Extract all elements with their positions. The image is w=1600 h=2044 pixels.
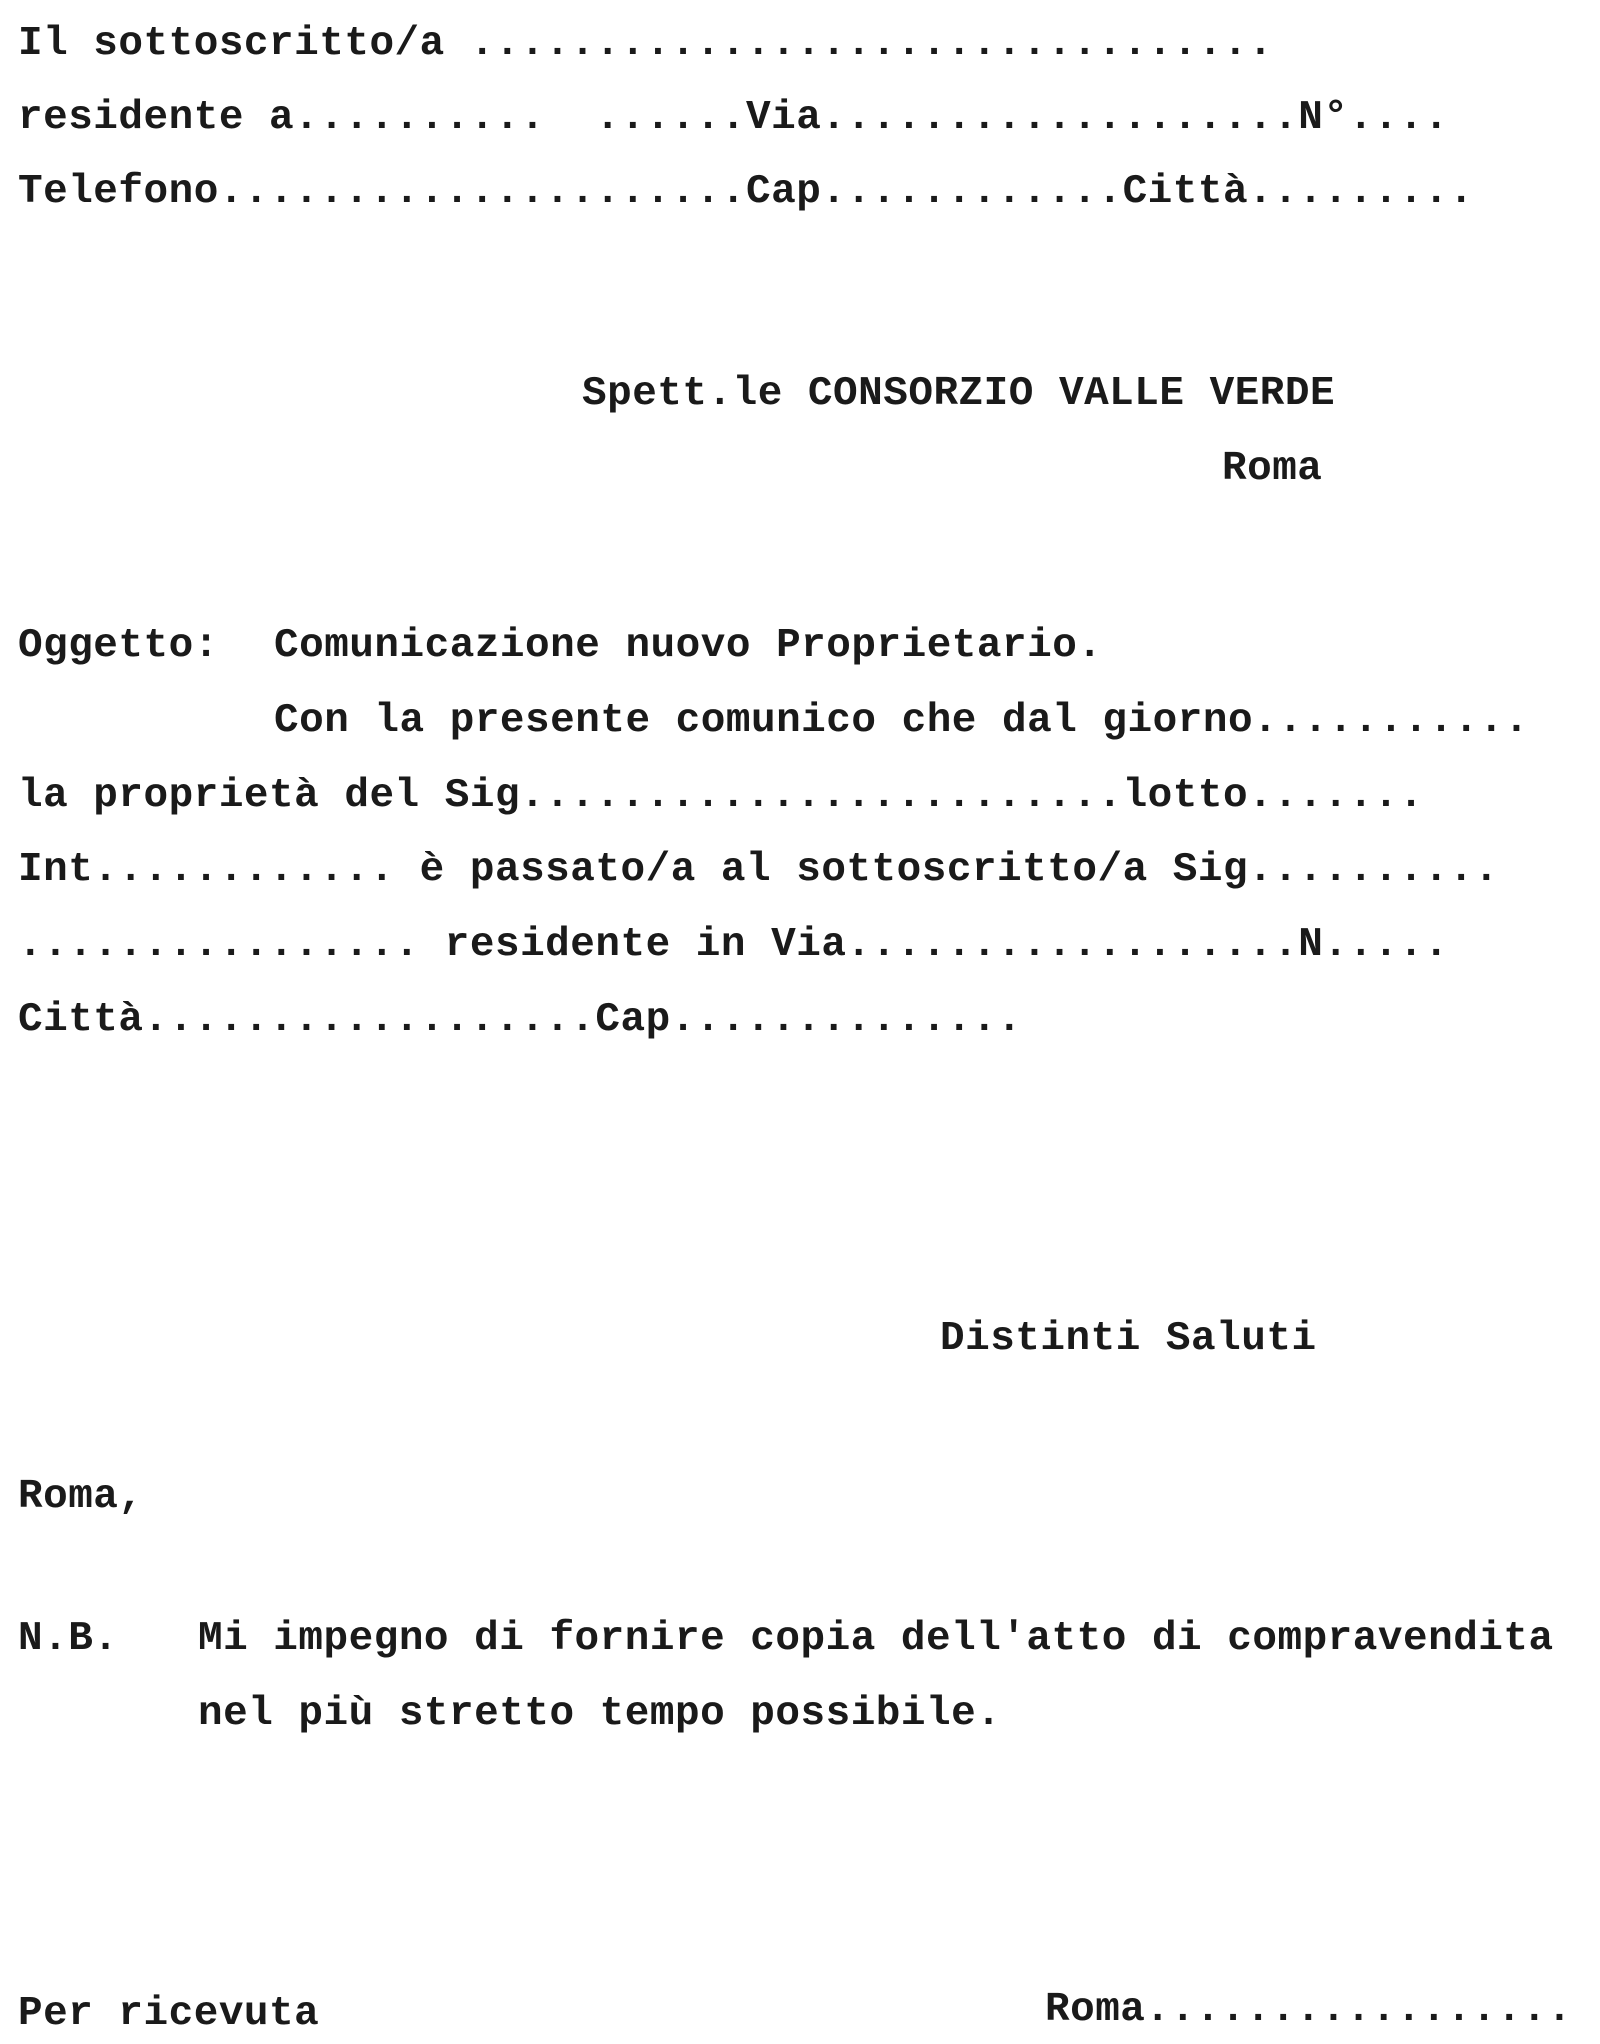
note-line-2: nel più stretto tempo possibile. bbox=[198, 1691, 1002, 1737]
header-line-address: residente a.......... ......Via...................N°.... bbox=[18, 95, 1449, 141]
header-line-phone: Telefono.....................Cap............Città......... bbox=[18, 169, 1475, 215]
subject-text: Comunicazione nuovo Proprietario. bbox=[274, 623, 1103, 669]
body-line-4: ................ residente in Via..................N..... bbox=[18, 922, 1449, 968]
body-line-3: Int............ è passato/a al sottoscritto/a Sig.......... bbox=[18, 847, 1500, 893]
body-line-2: la proprietà del Sig........................lotto....... bbox=[18, 773, 1424, 819]
body-line-1: Con la presente comunico che dal giorno........... bbox=[274, 698, 1530, 744]
recipient-city: Roma bbox=[1222, 446, 1323, 492]
note-line-1: Mi impegno di fornire copia dell'atto di compravendita bbox=[198, 1616, 1554, 1662]
closing-place: Roma, bbox=[18, 1474, 144, 1520]
header-line-name: Il sottoscritto/a ................................ bbox=[18, 21, 1274, 67]
receipt-label: Per ricevuta bbox=[18, 1991, 320, 2037]
recipient-name: Spett.le CONSORZIO VALLE VERDE bbox=[582, 371, 1336, 417]
footer-place-date: Roma................. bbox=[1045, 1987, 1573, 2033]
subject-label: Oggetto: bbox=[18, 623, 219, 669]
note-label: N.B. bbox=[18, 1616, 119, 1662]
body-line-5: Città..................Cap.............. bbox=[18, 997, 1023, 1043]
closing-salutation: Distinti Saluti bbox=[940, 1316, 1317, 1362]
